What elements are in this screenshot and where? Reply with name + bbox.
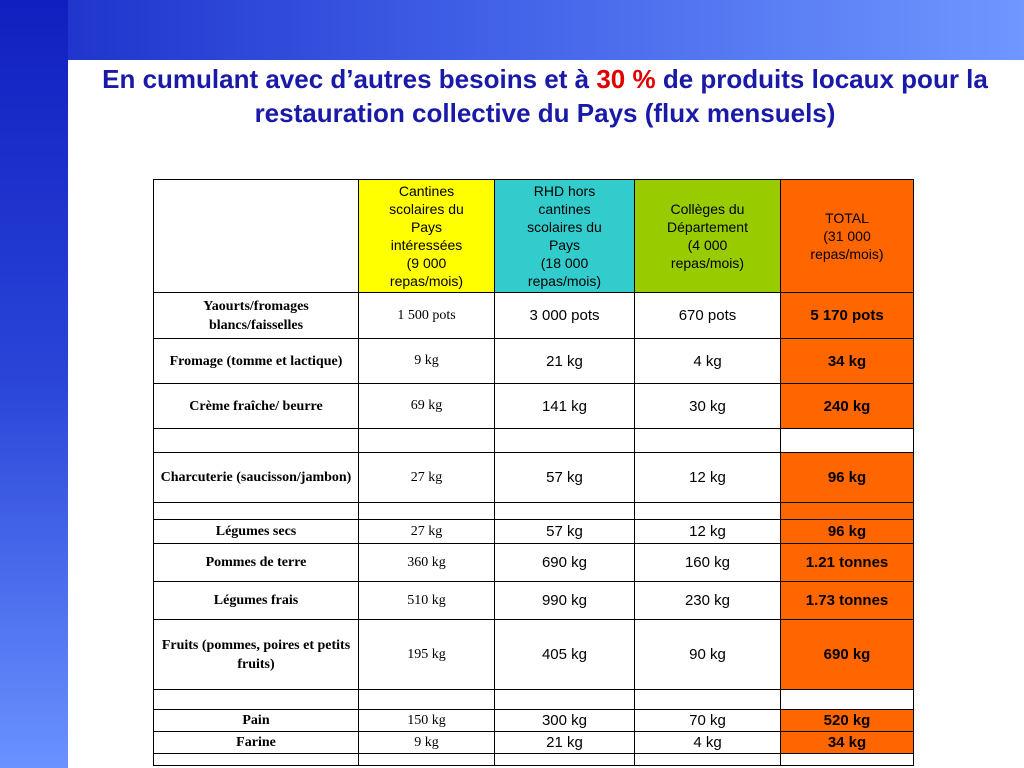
top-decor-band xyxy=(0,0,1024,60)
title-part1: En cumulant avec d’autres besoins et à xyxy=(102,64,590,94)
cell-rhd: 21 kg xyxy=(495,732,635,754)
left-decor-band xyxy=(0,0,68,768)
table-row xyxy=(154,544,914,582)
cell-cantines: 195 kg xyxy=(359,620,495,690)
cell-colleges: 160 kg xyxy=(635,544,781,582)
title-part2: de produits locaux pour la restauration collective du Pays (flux mensuels) xyxy=(254,64,988,128)
row-label: Crème fraîche/ beurre xyxy=(154,384,359,429)
cell-cantines: 9 kg xyxy=(359,339,495,384)
cell-cantines: 510 kg xyxy=(359,582,495,620)
row-label: Charcuterie (saucisson/jambon) xyxy=(154,453,359,503)
cell-cantines xyxy=(359,429,495,453)
cell-rhd xyxy=(495,503,635,520)
cell-colleges: 70 kg xyxy=(635,710,781,732)
table-row xyxy=(154,582,914,620)
table-row xyxy=(154,293,914,339)
header-cantines: Cantines scolaires du Pays intéressées (9 000 repas/mois) xyxy=(359,180,495,293)
cell-total: 240 kg xyxy=(781,384,914,429)
cell-total: 1.21 tonnes xyxy=(781,544,914,582)
table-row xyxy=(154,732,914,754)
cell-rhd: 57 kg xyxy=(495,453,635,503)
row-label: Légumes secs xyxy=(154,520,359,544)
cell-colleges xyxy=(635,503,781,520)
slide-title xyxy=(80,62,1010,130)
cell-colleges: 90 kg xyxy=(635,620,781,690)
table-row xyxy=(154,710,914,732)
row-label xyxy=(154,754,359,766)
table-row xyxy=(154,690,914,710)
cell-total: 34 kg xyxy=(781,339,914,384)
cell-cantines: 27 kg xyxy=(359,453,495,503)
cell-colleges: 12 kg xyxy=(635,520,781,544)
cell-colleges: 4 kg xyxy=(635,732,781,754)
cell-cantines xyxy=(359,690,495,710)
row-label xyxy=(154,690,359,710)
cell-cantines: 27 kg xyxy=(359,520,495,544)
table-row xyxy=(154,520,914,544)
header-rhd: RHD hors cantines scolaires du Pays (18 000 repas/mois) xyxy=(495,180,635,293)
cell-rhd: 990 kg xyxy=(495,582,635,620)
cell-total: 34 kg xyxy=(781,732,914,754)
cell-colleges xyxy=(635,754,781,766)
cell-rhd: 21 kg xyxy=(495,339,635,384)
cell-cantines: 360 kg xyxy=(359,544,495,582)
row-label: Fruits (pommes, poires et petits fruits) xyxy=(154,620,359,690)
row-label: Fromage (tomme et lactique) xyxy=(154,339,359,384)
cell-rhd xyxy=(495,754,635,766)
header-colleges: Collèges du Département (4 000 repas/mois) xyxy=(635,180,781,293)
cell-cantines: 1 500 pots xyxy=(359,293,495,339)
cell-colleges: 30 kg xyxy=(635,384,781,429)
cell-total: 96 kg xyxy=(781,520,914,544)
table-row xyxy=(154,384,914,429)
cell-colleges: 12 kg xyxy=(635,453,781,503)
cell-rhd: 141 kg xyxy=(495,384,635,429)
row-label xyxy=(154,429,359,453)
row-label: Pain xyxy=(154,710,359,732)
cell-rhd: 690 kg xyxy=(495,544,635,582)
cell-rhd xyxy=(495,429,635,453)
cell-cantines: 9 kg xyxy=(359,732,495,754)
cell-colleges xyxy=(635,690,781,710)
cell-cantines: 150 kg xyxy=(359,710,495,732)
row-label xyxy=(154,503,359,520)
row-label: Farine xyxy=(154,732,359,754)
cell-rhd xyxy=(495,690,635,710)
cell-cantines: 69 kg xyxy=(359,384,495,429)
table-row xyxy=(154,503,914,520)
cell-colleges: 4 kg xyxy=(635,339,781,384)
table-row xyxy=(154,453,914,503)
row-label: Pommes de terre xyxy=(154,544,359,582)
cell-cantines xyxy=(359,503,495,520)
cell-total: 520 kg xyxy=(781,710,914,732)
cell-total: 5 170 pots xyxy=(781,293,914,339)
cell-total xyxy=(781,429,914,453)
cell-total: 690 kg xyxy=(781,620,914,690)
needs-table xyxy=(153,179,914,766)
row-label: Légumes frais xyxy=(154,582,359,620)
header-total: TOTAL (31 000 repas/mois) xyxy=(781,180,914,293)
cell-total: 96 kg xyxy=(781,453,914,503)
cell-colleges: 670 pots xyxy=(635,293,781,339)
cell-rhd: 300 kg xyxy=(495,710,635,732)
table-row xyxy=(154,754,914,766)
table-row xyxy=(154,429,914,453)
title-highlight: 30 % xyxy=(596,64,656,94)
cell-cantines xyxy=(359,754,495,766)
cell-total: 1.73 tonnes xyxy=(781,582,914,620)
cell-rhd: 405 kg xyxy=(495,620,635,690)
header-empty xyxy=(154,180,359,293)
cell-colleges: 230 kg xyxy=(635,582,781,620)
cell-colleges xyxy=(635,429,781,453)
header-row xyxy=(154,180,914,293)
table-row xyxy=(154,339,914,384)
cell-total xyxy=(781,690,914,710)
cell-rhd: 57 kg xyxy=(495,520,635,544)
row-label: Yaourts/fromages blancs/faisselles xyxy=(154,293,359,339)
cell-total xyxy=(781,754,914,766)
cell-rhd: 3 000 pots xyxy=(495,293,635,339)
cell-total xyxy=(781,503,914,520)
table-row xyxy=(154,620,914,690)
